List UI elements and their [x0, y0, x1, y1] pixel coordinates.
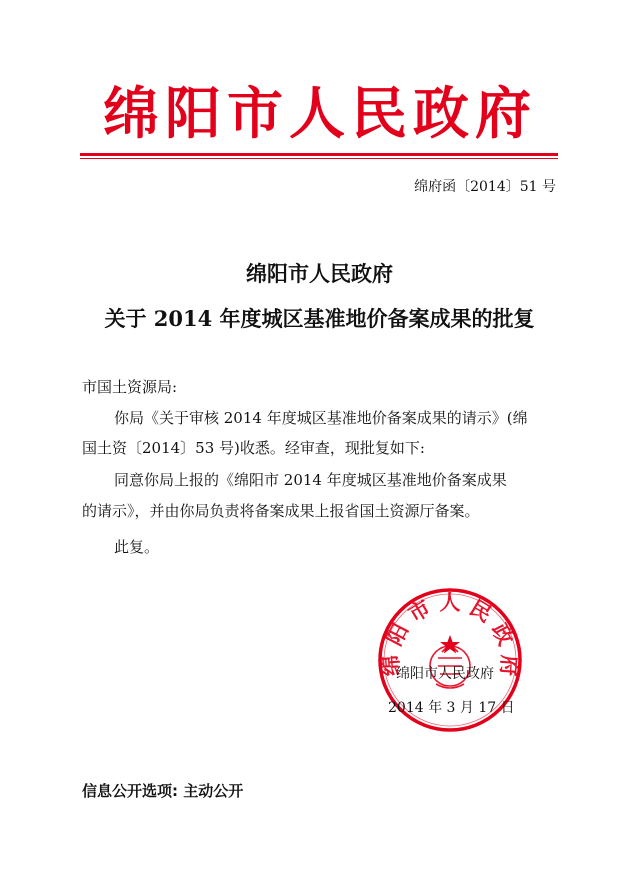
paragraph-1-line-1: 你局《关于审核 2014 年度城区基准地价备案成果的请示》(绵 — [114, 409, 528, 427]
svg-text:绵 阳 市 人 民 政 府: 绵 阳 市 人 民 政 府 — [377, 589, 523, 677]
paragraph-2-line-1: 同意你局上报的《绵阳市 2014 年度城区基准地价备案成果 — [114, 471, 507, 489]
disclosure-option — [82, 780, 243, 801]
red-divider-thick — [80, 153, 558, 156]
disclosure-value: 主动公开 — [183, 782, 244, 800]
paragraph-2-line-2: 的请示》，并由你局负责将备案成果上报省国土资源厅备案。 — [82, 502, 480, 520]
signing-date: 2014 年 3 月 17 日 — [388, 700, 515, 716]
red-divider-thin — [80, 158, 558, 159]
disclosure-label: 信息公开选项: — [82, 782, 178, 800]
closing-remark: 此复。 — [114, 538, 160, 556]
masthead: 绵阳市人民政府 — [103, 81, 537, 147]
addressee: 市国土资源局: — [82, 378, 178, 396]
document-number: 绵府函〔2014〕51 号 — [414, 179, 556, 195]
paragraph-1-line-2: 国土资〔2014〕53 号)收悉。经审查，现批复如下: — [82, 439, 425, 457]
title-subject: 关于 2014 年度城区基准地价备案成果的批复 — [104, 306, 535, 331]
title-issuer: 绵阳市人民政府 — [246, 261, 393, 286]
signing-organization: 绵阳市人民政府 — [396, 666, 494, 682]
